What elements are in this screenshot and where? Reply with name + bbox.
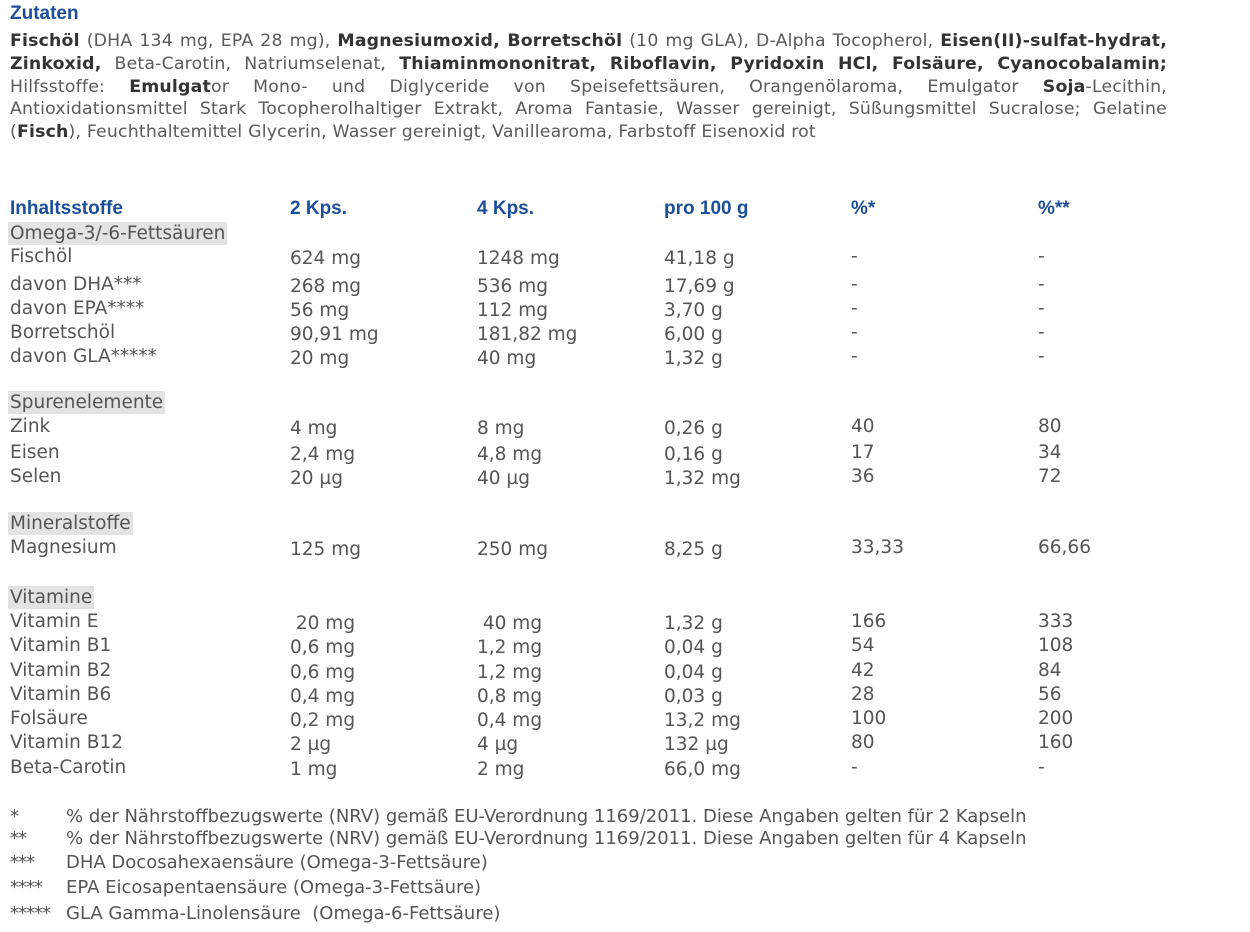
- nutrient-value: 0,04 g: [664, 637, 723, 658]
- nutrient-value: 8,25 g: [664, 539, 723, 560]
- ingredient-bold: Thiaminmononitrat, Riboflavin, Pyridoxin HCl, Folsäure, Cyanocobalamin;: [399, 53, 1167, 74]
- nutrient-value: 108: [1038, 635, 1074, 656]
- nutrient-value: -: [851, 298, 858, 319]
- nutrient-name: Vitamin B6: [10, 684, 112, 705]
- nutrient-value: -: [1038, 274, 1045, 295]
- nutrient-name: davon DHA***: [10, 274, 142, 295]
- nutrient-value: 1,2 mg: [477, 662, 543, 683]
- nutrient-name: Borretschöl: [10, 322, 116, 343]
- ingredient-bold: Emulgat: [129, 76, 211, 97]
- nutrient-value: 181,82 mg: [477, 324, 578, 345]
- footnote-text: GLA Gamma-Linolensäure (Omega-6-Fettsäure): [66, 903, 501, 924]
- footnote-text: DHA Docosahexaensäure (Omega-3-Fettsäure): [66, 852, 488, 873]
- nutrient-name: Beta-Carotin: [10, 757, 127, 778]
- nutrient-value: 42: [851, 660, 875, 681]
- ingredient-bold: Soja: [1042, 76, 1086, 97]
- nutrient-value: -: [851, 274, 858, 295]
- col-header-pct-4: %**: [1038, 198, 1070, 219]
- ingredient-text: (10 mg GLA), D-Alpha Tocopherol,: [622, 31, 941, 51]
- nutrient-value: 0,04 g: [664, 662, 723, 683]
- nutrient-value: -: [851, 757, 858, 778]
- footnote-mark: **: [10, 828, 26, 849]
- nutrient-value: 2 mg: [477, 759, 525, 780]
- nutrient-value: 0,4 mg: [290, 686, 356, 707]
- nutrient-value: 80: [851, 732, 875, 753]
- nutrient-value: -: [1038, 322, 1045, 343]
- ingredient-text: -Lecithin, Antioxidationsmittel Stark Tocopherolhaltiger Extrakt, Aroma Fantasie, Wasser gereinigt, Süßungsmittel Sucralose; Gelatine (: [10, 76, 1167, 143]
- footnote-mark: ****: [10, 877, 42, 898]
- nutrient-value: 125 mg: [290, 539, 361, 560]
- nutrient-name: Fischöl: [10, 246, 73, 267]
- nutrient-value: 13,2 mg: [664, 710, 741, 731]
- col-header-2-kps: 2 Kps.: [290, 198, 348, 219]
- nutrient-value: 1,32 g: [664, 348, 723, 369]
- nutrient-value: 36: [851, 466, 875, 487]
- ingredient-bold: Fisch: [16, 122, 69, 143]
- nutrient-value: 0,2 mg: [290, 710, 356, 731]
- nutrient-value: 54: [851, 635, 875, 656]
- footnote-mark: *****: [10, 903, 50, 924]
- nutrient-value: 40 mg: [477, 348, 537, 369]
- footnote-text: EPA Eicosapentaensäure (Omega-3-Fettsäure): [66, 877, 482, 898]
- nutrient-value: 268 mg: [290, 276, 361, 297]
- nutrient-name: davon EPA****: [10, 298, 145, 319]
- nutrient-value: 0,4 mg: [477, 710, 543, 731]
- ingredient-text: Hilfsstoffe:: [10, 76, 130, 97]
- nutrient-value: 33,33: [851, 537, 904, 558]
- nutrient-value: 200: [1038, 708, 1074, 729]
- nutrient-value: 40 µg: [477, 468, 530, 489]
- section-title: Omega-3/-6-Fettsäuren: [10, 223, 226, 244]
- nutrient-value: 112 mg: [477, 300, 548, 321]
- nutrient-value: 2,4 mg: [290, 444, 356, 465]
- nutrient-value: -: [851, 246, 858, 267]
- nutrient-value: 56 mg: [290, 300, 350, 321]
- nutrient-value: 80: [1038, 416, 1062, 437]
- nutrient-value: -: [1038, 246, 1045, 267]
- nutrient-value: 20 mg: [290, 348, 350, 369]
- nutrient-value: 0,03 g: [664, 686, 723, 707]
- nutrient-value: 40: [851, 416, 875, 437]
- nutrient-value: 0,16 g: [664, 444, 723, 465]
- nutrient-value: 8 mg: [477, 418, 525, 439]
- nutrient-value: 132 µg: [664, 734, 729, 755]
- nutrient-value: 4 mg: [290, 418, 338, 439]
- nutrient-value: 40 mg: [477, 613, 543, 634]
- nutrient-value: -: [1038, 757, 1045, 778]
- nutrient-value: 2 µg: [290, 734, 332, 755]
- nutrient-value: 0,26 g: [664, 418, 723, 439]
- nutrient-value: 1248 mg: [477, 248, 560, 269]
- nutrient-name: Magnesium: [10, 537, 117, 558]
- nutrient-value: 100: [851, 708, 887, 729]
- nutrient-value: -: [851, 322, 858, 343]
- nutrient-value: 333: [1038, 611, 1074, 632]
- nutrient-value: 166: [851, 611, 887, 632]
- nutrient-name: Vitamin B12: [10, 732, 123, 753]
- ingredient-bold: Eisen(II)-sulfat-hydrat, Zinkoxid,: [10, 31, 1167, 74]
- nutrient-value: 90,91 mg: [290, 324, 379, 345]
- nutrient-name: Zink: [10, 416, 51, 437]
- nutrient-value: 250 mg: [477, 539, 548, 560]
- nutrient-value: 84: [1038, 660, 1062, 681]
- nutrient-value: 1,32 mg: [664, 468, 741, 489]
- nutrient-value: 66,66: [1038, 537, 1091, 558]
- nutrient-value: 56: [1038, 684, 1062, 705]
- col-header-4-kps: 4 Kps.: [477, 198, 535, 219]
- col-header-pct-2: %*: [851, 198, 876, 219]
- col-header-pro-100g: pro 100 g: [664, 198, 749, 219]
- ingredient-bold: Magnesiumoxid, Borretschöl: [337, 31, 623, 51]
- nutrient-value: 1,32 g: [664, 613, 723, 634]
- nutrient-value: 1 mg: [290, 759, 338, 780]
- nutrient-value: 4,8 mg: [477, 444, 543, 465]
- section-title: Vitamine: [10, 587, 93, 608]
- nutrient-value: 41,18 g: [664, 248, 735, 269]
- nutrient-name: Vitamin B1: [10, 635, 112, 656]
- nutrient-name: Vitamin B2: [10, 660, 112, 681]
- nutrient-value: 4 µg: [477, 734, 519, 755]
- nutrient-value: -: [851, 346, 858, 367]
- nutrient-value: 20 mg: [290, 613, 356, 634]
- ingredient-text: Beta-Carotin, Natriumselenat,: [101, 53, 400, 74]
- nutrient-value: 34: [1038, 442, 1062, 463]
- nutrient-value: 72: [1038, 466, 1062, 487]
- nutrient-name: Selen: [10, 466, 62, 487]
- ingredient-text: or Mono- und Diglyceride von Speisefettsäuren, Orangenölaroma, Emulgator: [210, 76, 1043, 97]
- nutrient-value: 6,00 g: [664, 324, 723, 345]
- nutrient-value: -: [1038, 346, 1045, 367]
- footnote-mark: *: [10, 806, 18, 827]
- nutrient-value: 0,8 mg: [477, 686, 543, 707]
- nutrient-value: 536 mg: [477, 276, 548, 297]
- col-header-inhaltsstoffe: Inhaltsstoffe: [10, 198, 123, 219]
- nutrient-value: 3,70 g: [664, 300, 723, 321]
- nutrient-value: 66,0 mg: [664, 759, 741, 780]
- nutrient-value: 17: [851, 442, 875, 463]
- ingredients-text: [10, 30, 1167, 144]
- footnote-mark: ***: [10, 852, 34, 873]
- nutrient-value: 0,6 mg: [290, 662, 356, 683]
- nutrient-value: 28: [851, 684, 875, 705]
- nutrient-name: Folsäure: [10, 708, 88, 729]
- zutaten-title: Zutaten: [10, 3, 79, 24]
- nutrient-value: 20 µg: [290, 468, 343, 489]
- ingredient-bold: Fischöl: [10, 31, 80, 51]
- ingredient-text: (DHA 134 mg, EPA 28 mg),: [79, 31, 338, 51]
- footnote-text: % der Nährstoffbezugswerte (NRV) gemäß EU-Verordnung 1169/2011. Diese Angaben gelten für 4 Kapseln: [66, 828, 1027, 849]
- section-title: Mineralstoffe: [10, 513, 131, 534]
- nutrient-name: davon GLA*****: [10, 346, 157, 367]
- section-title: Spurenelemente: [10, 392, 164, 413]
- nutrient-name: Vitamin E: [10, 611, 99, 632]
- ingredient-text: ), Feuchthaltemittel Glycerin, Wasser gereinigt, Vanillearoma, Farbstoff Eisenoxid rot: [68, 122, 816, 143]
- nutrient-value: -: [1038, 298, 1045, 319]
- nutrient-value: 17,69 g: [664, 276, 735, 297]
- nutrient-name: Eisen: [10, 442, 60, 463]
- nutrient-value: 1,2 mg: [477, 637, 543, 658]
- footnote-text: % der Nährstoffbezugswerte (NRV) gemäß EU-Verordnung 1169/2011. Diese Angaben gelten für 2 Kapseln: [66, 806, 1027, 827]
- nutrient-value: 0,6 mg: [290, 637, 356, 658]
- nutrient-value: 160: [1038, 732, 1074, 753]
- nutrient-value: 624 mg: [290, 248, 361, 269]
